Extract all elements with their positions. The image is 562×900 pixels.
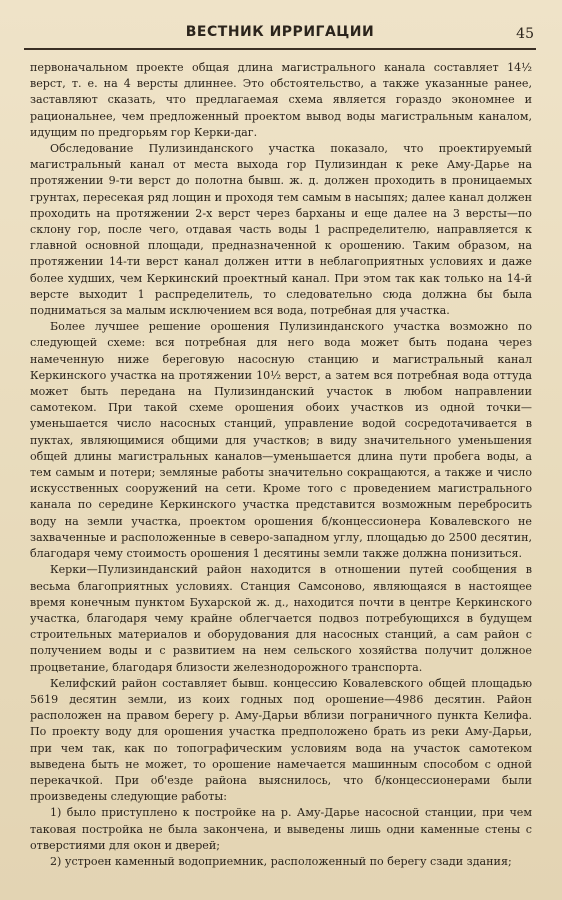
paragraph-irrigation-scheme: Более лучшее решение орошения Пулизинданского участка возможно по следующей схеме: вся потребная для него вода может быть подана через намеченную ниже береговую насосную станцию и магистральный канал Керкинского участка на протяжении 10½ верст, а затем вся потребная вода оттуда может быть передана на Пулизинданский участок в любом направлении самотеком. При такой схеме орошения обоих участков из одной точки—уменьшается число насосных станций, управление водой сосредотачивается в пуктах, являющимися общими для участков; в виду значительного уменьшения общей длины магистральных каналов—уменьшается длина пути пробега воды, а тем самым и потери; земляные работы значительно сокращаются, а также и число искусственных сооружений на сети. Кроме того с проведением магистрального канала по середине Керкинского участка представится возможным перебросить воду на земли участка, проектом орошения б/концессионера Ковалевского не захваченные и расположенные в северо-западном углу, площадью до 2500 десятин, благодаря чему стоимость орошения 1 десятины земли также должна понизиться.: [30, 320, 532, 561]
journal-title: ВЕСТНИК ИРРИГАЦИИ: [185, 24, 375, 40]
paragraph-pulizindan-survey: Обследование Пулизинданского участка показало, что проектируемый магистральный канал от места выхода гор Пулизиндан к реке Аму-Дарье на протяжении 9-ти верст до полотна бывш. ж. д. должен проходить в проницаемых грунтах, пересекая ряд лощин и проходя тем самым в насыпях; далее канал должен проходить на протяжении 2-х верст через барханы и еще далее на 3 версты—по склону гор, после чего, отдавая часть воды 1 распределителю, направляется к главной основной площади, предназначенной к орошению. Таким образом, на протяжении 14-ти верст канал должен итти в неблагоприятных условиях и даже более худших, чем Керкинский проектный канал. При этом так как только на 14-й версте выходит 1 распределитель, то следовательно сюда должна бы была подниматься за малым исключением вся вода, потребная для участка.: [30, 142, 532, 318]
page-body-text: [30, 60, 532, 868]
list-item-2: 2) устроен каменный водоприемник, расположенный по берегу сзади здания;: [50, 854, 512, 868]
page-number: 45: [516, 26, 534, 42]
paragraph-transport: Керки—Пулизинданский район находится в отношении путей сообщения в весьма благоприятных условиях. Станция Самсоново, являющаяся в настоящее время конечным пунктом Бухарской ж. д., находится почти в центре Керкинского участка, благодаря чему крайне облегчается подвоз потребующихся в будущем строительных материалов и оборудования для насосных станций, а сам район с получением воды и с развитием на нем сельского хозяйства получит должное процветание, благодаря близости железнодорожного транспорта.: [30, 563, 532, 674]
running-header: [24, 22, 536, 50]
paragraph-continuation: первоначальном проекте общая длина магистрального канала составляет 14½ верст, т. е. на 4 версты длиннее. Это обстоятельство, а также указанные ранее, заставляют сказать, что предлагаемая схема является гораздо экономнее и рациональнее, чем предложенный проектом вывод воды магистральным каналом, идущим по предгорьям гор Керки-даг.: [30, 61, 532, 139]
list-item-1: 1) было приступлено к постройке на р. Аму-Дарье насосной станции, при чем таковая постройка не была закончена, и выведены лишь одни каменные стены с отверстиями для окон и дверей;: [30, 806, 532, 852]
paragraph-kelif-district: Келифский район составляет бывш. концессию Ковалевского общей площадью 5619 десятин земли, из коих годных под орошение—4986 десятин. Район расположен на правом берегу р. Аму-Дарьи вблизи пограничного пункта Келифа. По проекту воду для орошения участка предположено брать из реки Аму-Дарьи, при чем так, как по топографическим условиям вода на участок самотеком выведена быть не может, то орошение намечается машинным способом с одной перекачкой. При об'езде района выяснилось, что б/концессионерами были произведены следующие работы:: [30, 676, 532, 804]
